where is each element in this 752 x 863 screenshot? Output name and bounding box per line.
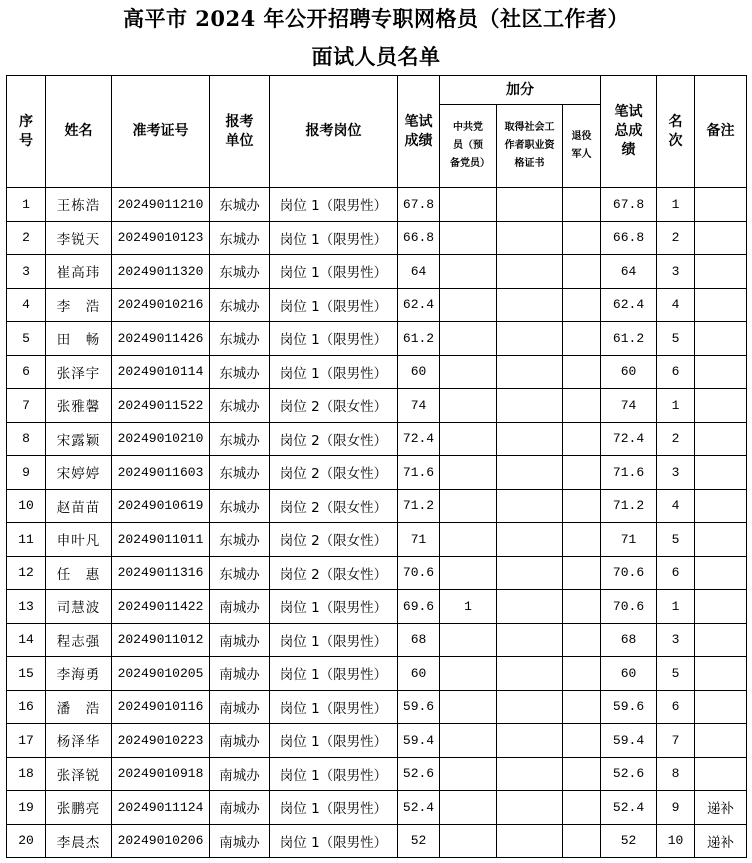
cell-position: 岗位 1（限男性） xyxy=(270,690,398,724)
cell-note: 递补 xyxy=(695,824,747,858)
cell-bonus-party: 1 xyxy=(440,590,497,624)
header-total-score: 笔试总成绩 xyxy=(601,76,657,188)
cell-written-score: 52.4 xyxy=(398,791,440,825)
cell-seq: 18 xyxy=(7,757,46,791)
cell-bonus-cert xyxy=(497,456,563,490)
cell-note xyxy=(695,355,747,389)
cell-name: 李海勇 xyxy=(46,657,112,691)
cell-bonus-veteran xyxy=(563,791,601,825)
cell-written-score: 71 xyxy=(398,523,440,557)
cell-name: 李晨杰 xyxy=(46,824,112,858)
table-row xyxy=(7,657,747,691)
cell-position: 岗位 1（限男性） xyxy=(270,221,398,255)
document-title: 高平市 2024 年公开招聘专职网格员（社区工作者） xyxy=(122,6,630,31)
header-bonus: 加分 xyxy=(440,76,601,105)
cell-bonus-veteran xyxy=(563,255,601,289)
cell-unit: 南城办 xyxy=(210,590,270,624)
table-body xyxy=(7,188,747,858)
cell-position: 岗位 1（限男性） xyxy=(270,590,398,624)
cell-seq: 16 xyxy=(7,690,46,724)
cell-bonus-party xyxy=(440,657,497,691)
header-written-score: 笔试成绩 xyxy=(398,76,440,188)
cell-rank: 5 xyxy=(657,523,695,557)
table-row xyxy=(7,322,747,356)
table-row xyxy=(7,255,747,289)
cell-note xyxy=(695,489,747,523)
cell-seq: 15 xyxy=(7,657,46,691)
cell-unit: 南城办 xyxy=(210,724,270,758)
cell-bonus-party xyxy=(440,389,497,423)
cell-position: 岗位 1（限男性） xyxy=(270,724,398,758)
cell-note: 递补 xyxy=(695,791,747,825)
table-row xyxy=(7,221,747,255)
cell-exam-no: 20249010206 xyxy=(112,824,210,858)
cell-position: 岗位 1（限男性） xyxy=(270,255,398,289)
cell-rank: 4 xyxy=(657,489,695,523)
cell-bonus-cert xyxy=(497,188,563,222)
header-note: 备注 xyxy=(695,76,747,188)
cell-note xyxy=(695,757,747,791)
cell-total-score: 52 xyxy=(601,824,657,858)
cell-bonus-cert xyxy=(497,690,563,724)
table-row xyxy=(7,523,747,557)
cell-exam-no: 20249011320 xyxy=(112,255,210,289)
cell-written-score: 72.4 xyxy=(398,422,440,456)
cell-bonus-party xyxy=(440,757,497,791)
table-row xyxy=(7,623,747,657)
cell-bonus-veteran xyxy=(563,355,601,389)
cell-bonus-cert xyxy=(497,322,563,356)
cell-exam-no: 20249010918 xyxy=(112,757,210,791)
cell-unit: 南城办 xyxy=(210,757,270,791)
cell-position: 岗位 2（限女性） xyxy=(270,523,398,557)
cell-bonus-veteran xyxy=(563,221,601,255)
cell-rank: 6 xyxy=(657,690,695,724)
table-row xyxy=(7,590,747,624)
cell-unit: 东城办 xyxy=(210,556,270,590)
cell-position: 岗位 2（限女性） xyxy=(270,556,398,590)
cell-note xyxy=(695,288,747,322)
cell-name: 申叶凡 xyxy=(46,523,112,557)
cell-rank: 10 xyxy=(657,824,695,858)
cell-name: 张泽锐 xyxy=(46,757,112,791)
cell-written-score: 71.6 xyxy=(398,456,440,490)
cell-bonus-party xyxy=(440,255,497,289)
cell-bonus-veteran xyxy=(563,188,601,222)
cell-exam-no: 20249011210 xyxy=(112,188,210,222)
cell-seq: 9 xyxy=(7,456,46,490)
cell-unit: 东城办 xyxy=(210,489,270,523)
cell-rank: 4 xyxy=(657,288,695,322)
cell-written-score: 74 xyxy=(398,389,440,423)
cell-bonus-cert xyxy=(497,623,563,657)
cell-name: 赵苗苗 xyxy=(46,489,112,523)
cell-total-score: 60 xyxy=(601,355,657,389)
cell-bonus-party xyxy=(440,824,497,858)
cell-bonus-cert xyxy=(497,288,563,322)
header-bonus-party: 中共党员（预备党员） xyxy=(440,105,497,188)
cell-bonus-cert xyxy=(497,255,563,289)
cell-bonus-veteran xyxy=(563,389,601,423)
cell-exam-no: 20249010205 xyxy=(112,657,210,691)
cell-position: 岗位 2（限女性） xyxy=(270,456,398,490)
cell-position: 岗位 1（限男性） xyxy=(270,288,398,322)
cell-name: 任 惠 xyxy=(46,556,112,590)
cell-seq: 13 xyxy=(7,590,46,624)
cell-written-score: 59.6 xyxy=(398,690,440,724)
cell-rank: 3 xyxy=(657,456,695,490)
table-row xyxy=(7,288,747,322)
document-subtitle: 面试人员名单 xyxy=(311,44,441,69)
cell-rank: 2 xyxy=(657,422,695,456)
cell-rank: 6 xyxy=(657,556,695,590)
cell-seq: 3 xyxy=(7,255,46,289)
cell-position: 岗位 2（限女性） xyxy=(270,389,398,423)
cell-bonus-party xyxy=(440,288,497,322)
header-seq: 序号 xyxy=(7,76,46,188)
cell-note xyxy=(695,322,747,356)
cell-bonus-cert xyxy=(497,389,563,423)
cell-bonus-cert xyxy=(497,489,563,523)
cell-note xyxy=(695,389,747,423)
cell-total-score: 71.2 xyxy=(601,489,657,523)
cell-written-score: 67.8 xyxy=(398,188,440,222)
cell-name: 李锐天 xyxy=(46,221,112,255)
cell-seq: 8 xyxy=(7,422,46,456)
cell-exam-no: 20249011124 xyxy=(112,791,210,825)
cell-unit: 南城办 xyxy=(210,690,270,724)
cell-seq: 5 xyxy=(7,322,46,356)
cell-position: 岗位 1（限男性） xyxy=(270,623,398,657)
cell-unit: 南城办 xyxy=(210,623,270,657)
cell-total-score: 71.6 xyxy=(601,456,657,490)
cell-name: 杨泽华 xyxy=(46,724,112,758)
cell-bonus-cert xyxy=(497,724,563,758)
cell-total-score: 61.2 xyxy=(601,322,657,356)
cell-bonus-party xyxy=(440,422,497,456)
cell-name: 王栋浩 xyxy=(46,188,112,222)
cell-unit: 南城办 xyxy=(210,791,270,825)
cell-note xyxy=(695,556,747,590)
cell-total-score: 71 xyxy=(601,523,657,557)
cell-note xyxy=(695,690,747,724)
cell-unit: 东城办 xyxy=(210,422,270,456)
cell-unit: 南城办 xyxy=(210,657,270,691)
cell-bonus-party xyxy=(440,623,497,657)
cell-name: 司慧波 xyxy=(46,590,112,624)
cell-note xyxy=(695,623,747,657)
cell-rank: 1 xyxy=(657,590,695,624)
cell-rank: 1 xyxy=(657,188,695,222)
cell-bonus-cert xyxy=(497,657,563,691)
cell-note xyxy=(695,724,747,758)
cell-name: 李 浩 xyxy=(46,288,112,322)
cell-bonus-veteran xyxy=(563,456,601,490)
cell-position: 岗位 2（限女性） xyxy=(270,489,398,523)
header-bonus-veteran: 退役军人 xyxy=(563,105,601,188)
cell-unit: 东城办 xyxy=(210,523,270,557)
cell-unit: 东城办 xyxy=(210,456,270,490)
cell-total-score: 66.8 xyxy=(601,221,657,255)
cell-written-score: 71.2 xyxy=(398,489,440,523)
cell-bonus-party xyxy=(440,355,497,389)
cell-seq: 17 xyxy=(7,724,46,758)
header-exam-no: 准考证号 xyxy=(112,76,210,188)
cell-seq: 14 xyxy=(7,623,46,657)
table-row xyxy=(7,724,747,758)
candidate-table xyxy=(6,75,747,858)
cell-bonus-veteran xyxy=(563,690,601,724)
cell-bonus-cert xyxy=(497,523,563,557)
cell-bonus-veteran xyxy=(563,288,601,322)
cell-bonus-party xyxy=(440,322,497,356)
cell-total-score: 64 xyxy=(601,255,657,289)
cell-bonus-party xyxy=(440,690,497,724)
cell-unit: 东城办 xyxy=(210,188,270,222)
table-row xyxy=(7,556,747,590)
cell-bonus-veteran xyxy=(563,623,601,657)
cell-rank: 8 xyxy=(657,757,695,791)
cell-bonus-veteran xyxy=(563,724,601,758)
cell-name: 张雅馨 xyxy=(46,389,112,423)
header-rank: 名次 xyxy=(657,76,695,188)
cell-bonus-cert xyxy=(497,556,563,590)
cell-exam-no: 20249011426 xyxy=(112,322,210,356)
header-position: 报考岗位 xyxy=(270,76,398,188)
cell-rank: 3 xyxy=(657,623,695,657)
cell-bonus-party xyxy=(440,456,497,490)
cell-written-score: 68 xyxy=(398,623,440,657)
cell-note xyxy=(695,657,747,691)
cell-rank: 5 xyxy=(657,322,695,356)
header-name: 姓名 xyxy=(46,76,112,188)
cell-seq: 11 xyxy=(7,523,46,557)
table-row xyxy=(7,422,747,456)
cell-position: 岗位 1（限男性） xyxy=(270,355,398,389)
cell-bonus-party xyxy=(440,556,497,590)
cell-total-score: 62.4 xyxy=(601,288,657,322)
cell-position: 岗位 2（限女性） xyxy=(270,422,398,456)
cell-note xyxy=(695,590,747,624)
header-bonus-cert: 取得社会工作者职业资格证书 xyxy=(497,105,563,188)
cell-rank: 2 xyxy=(657,221,695,255)
table-row xyxy=(7,791,747,825)
cell-position: 岗位 1（限男性） xyxy=(270,322,398,356)
cell-note xyxy=(695,523,747,557)
cell-bonus-party xyxy=(440,489,497,523)
cell-note xyxy=(695,422,747,456)
cell-written-score: 64 xyxy=(398,255,440,289)
cell-unit: 南城办 xyxy=(210,824,270,858)
cell-seq: 4 xyxy=(7,288,46,322)
cell-seq: 6 xyxy=(7,355,46,389)
cell-rank: 3 xyxy=(657,255,695,289)
cell-note xyxy=(695,456,747,490)
cell-total-score: 60 xyxy=(601,657,657,691)
cell-name: 张泽宇 xyxy=(46,355,112,389)
cell-name: 张鹏亮 xyxy=(46,791,112,825)
cell-note xyxy=(695,221,747,255)
cell-exam-no: 20249010619 xyxy=(112,489,210,523)
table-row xyxy=(7,389,747,423)
cell-exam-no: 20249010223 xyxy=(112,724,210,758)
cell-seq: 20 xyxy=(7,824,46,858)
cell-bonus-veteran xyxy=(563,422,601,456)
cell-name: 潘 浩 xyxy=(46,690,112,724)
cell-written-score: 52 xyxy=(398,824,440,858)
cell-seq: 12 xyxy=(7,556,46,590)
cell-exam-no: 20249010114 xyxy=(112,355,210,389)
cell-note xyxy=(695,188,747,222)
table-row xyxy=(7,188,747,222)
cell-unit: 东城办 xyxy=(210,288,270,322)
cell-bonus-cert xyxy=(497,221,563,255)
cell-exam-no: 20249011012 xyxy=(112,623,210,657)
cell-bonus-cert xyxy=(497,824,563,858)
cell-bonus-veteran xyxy=(563,757,601,791)
cell-seq: 2 xyxy=(7,221,46,255)
cell-bonus-cert xyxy=(497,791,563,825)
cell-unit: 东城办 xyxy=(210,255,270,289)
cell-seq: 1 xyxy=(7,188,46,222)
cell-written-score: 70.6 xyxy=(398,556,440,590)
table-row xyxy=(7,824,747,858)
cell-unit: 东城办 xyxy=(210,322,270,356)
cell-rank: 1 xyxy=(657,389,695,423)
cell-exam-no: 20249011316 xyxy=(112,556,210,590)
table-row xyxy=(7,456,747,490)
header-unit: 报考单位 xyxy=(210,76,270,188)
cell-bonus-party xyxy=(440,791,497,825)
cell-total-score: 59.6 xyxy=(601,690,657,724)
cell-bonus-veteran xyxy=(563,556,601,590)
cell-rank: 5 xyxy=(657,657,695,691)
cell-name: 田 畅 xyxy=(46,322,112,356)
cell-rank: 6 xyxy=(657,355,695,389)
cell-bonus-party xyxy=(440,523,497,557)
cell-written-score: 69.6 xyxy=(398,590,440,624)
cell-written-score: 62.4 xyxy=(398,288,440,322)
cell-total-score: 52.6 xyxy=(601,757,657,791)
cell-seq: 7 xyxy=(7,389,46,423)
cell-seq: 19 xyxy=(7,791,46,825)
cell-bonus-veteran xyxy=(563,322,601,356)
cell-rank: 7 xyxy=(657,724,695,758)
cell-bonus-party xyxy=(440,221,497,255)
cell-total-score: 70.6 xyxy=(601,556,657,590)
cell-position: 岗位 1（限男性） xyxy=(270,657,398,691)
cell-written-score: 61.2 xyxy=(398,322,440,356)
cell-total-score: 67.8 xyxy=(601,188,657,222)
cell-position: 岗位 1（限男性） xyxy=(270,757,398,791)
cell-bonus-veteran xyxy=(563,824,601,858)
cell-unit: 东城办 xyxy=(210,389,270,423)
cell-bonus-cert xyxy=(497,757,563,791)
cell-name: 程志强 xyxy=(46,623,112,657)
cell-exam-no: 20249010216 xyxy=(112,288,210,322)
cell-exam-no: 20249011522 xyxy=(112,389,210,423)
cell-position: 岗位 1（限男性） xyxy=(270,824,398,858)
table-row xyxy=(7,690,747,724)
cell-written-score: 66.8 xyxy=(398,221,440,255)
table-header-row xyxy=(7,76,747,105)
cell-name: 宋婷婷 xyxy=(46,456,112,490)
cell-written-score: 60 xyxy=(398,355,440,389)
cell-exam-no: 20249011422 xyxy=(112,590,210,624)
cell-bonus-cert xyxy=(497,422,563,456)
cell-bonus-cert xyxy=(497,590,563,624)
cell-exam-no: 20249010123 xyxy=(112,221,210,255)
table-row xyxy=(7,757,747,791)
cell-written-score: 52.6 xyxy=(398,757,440,791)
cell-bonus-veteran xyxy=(563,523,601,557)
cell-seq: 10 xyxy=(7,489,46,523)
cell-total-score: 72.4 xyxy=(601,422,657,456)
cell-exam-no: 20249010116 xyxy=(112,690,210,724)
cell-position: 岗位 1（限男性） xyxy=(270,791,398,825)
cell-bonus-party xyxy=(440,724,497,758)
cell-total-score: 68 xyxy=(601,623,657,657)
cell-total-score: 70.6 xyxy=(601,590,657,624)
cell-rank: 9 xyxy=(657,791,695,825)
cell-position: 岗位 1（限男性） xyxy=(270,188,398,222)
cell-written-score: 59.4 xyxy=(398,724,440,758)
table-row xyxy=(7,355,747,389)
cell-exam-no: 20249011011 xyxy=(112,523,210,557)
cell-bonus-veteran xyxy=(563,657,601,691)
cell-written-score: 60 xyxy=(398,657,440,691)
cell-bonus-veteran xyxy=(563,590,601,624)
table-row xyxy=(7,489,747,523)
cell-note xyxy=(695,255,747,289)
cell-name: 宋露颖 xyxy=(46,422,112,456)
cell-unit: 东城办 xyxy=(210,355,270,389)
cell-bonus-cert xyxy=(497,355,563,389)
cell-unit: 东城办 xyxy=(210,221,270,255)
cell-exam-no: 20249010210 xyxy=(112,422,210,456)
cell-total-score: 59.4 xyxy=(601,724,657,758)
cell-bonus-party xyxy=(440,188,497,222)
cell-bonus-veteran xyxy=(563,489,601,523)
cell-name: 崔高玮 xyxy=(46,255,112,289)
cell-total-score: 52.4 xyxy=(601,791,657,825)
cell-exam-no: 20249011603 xyxy=(112,456,210,490)
cell-total-score: 74 xyxy=(601,389,657,423)
